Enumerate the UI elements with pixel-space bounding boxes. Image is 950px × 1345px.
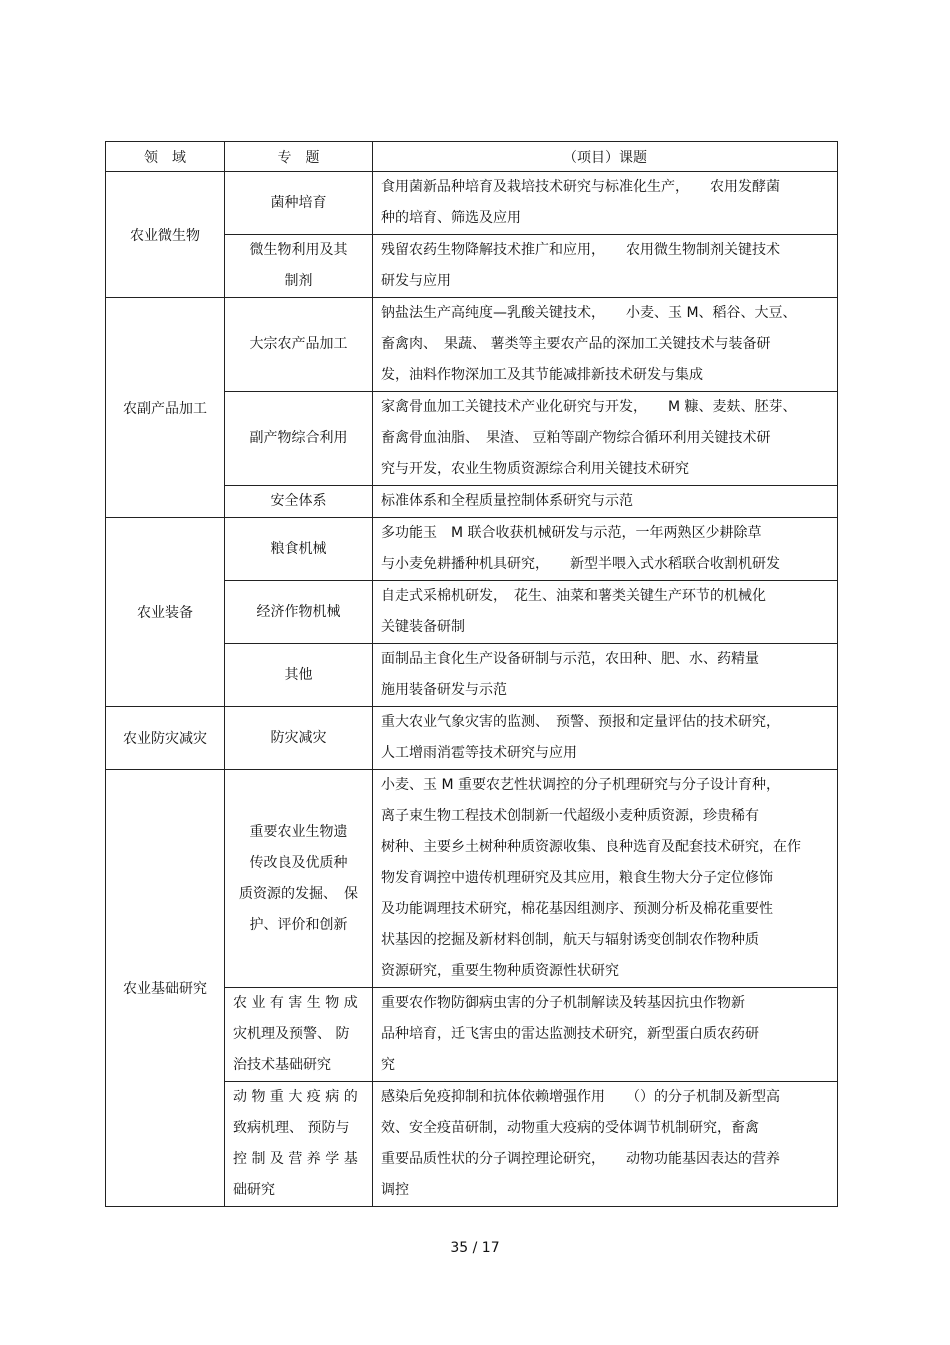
topic-line: 微生物利用及其 [249, 242, 348, 258]
topic-cell: 副产物综合利用 [225, 392, 373, 486]
project-line: 究 [381, 1057, 395, 1073]
project-cell [373, 988, 838, 1082]
topic-cell: 防灾减灾 [225, 707, 373, 770]
domain-cell: 农业防灾减灾 [106, 707, 225, 770]
project-line: 效、安全疫苗研制，动物重大疫病的受体调节机制研究，畜禽 [381, 1120, 759, 1136]
project-line: 状基因的挖掘及新材料创制，航天与辐射诱变创制农作物种质 [381, 932, 759, 948]
project-line: 重要农作物防御病虫害的分子机制解读及转基因抗虫作物新 [381, 995, 745, 1011]
header-domain: 领 域 [106, 142, 225, 172]
project-cell [373, 644, 838, 707]
project-cell [373, 486, 838, 518]
project-cell [373, 392, 838, 486]
topic-line: 础研究 [233, 1182, 275, 1198]
project-line: 关键装备研制 [381, 619, 465, 635]
project-line: 残留农药生物降解技术推广和应用， 农用微生物制剂关键技术 [381, 242, 780, 258]
project-cell [373, 298, 838, 392]
topic-cell: 其他 [225, 644, 373, 707]
domain-cell: 农副产品加工 [106, 298, 225, 518]
project-line: 多功能玉 M 联合收获机械研发与示范，一年两熟区少耕除草 [381, 525, 762, 541]
project-line: 家禽骨血加工关键技术产业化研究与开发， M 糠、麦麸、胚芽、 [381, 399, 797, 415]
project-line: 究与开发，农业生物质资源综合利用关键技术研究 [381, 461, 689, 477]
project-cell [373, 235, 838, 298]
table-row [106, 172, 838, 235]
table-row [106, 707, 838, 770]
project-line: 畜禽肉、 果蔬、 薯类等主要农产品的深加工关键技术与装备研 [381, 336, 771, 352]
project-line: 种的培育、筛选及应用 [381, 210, 521, 226]
table-header-row [106, 142, 838, 172]
project-line: 施用装备研发与示范 [381, 682, 507, 698]
topic-line: 制剂 [284, 273, 313, 289]
project-line: 发，油料作物深加工及其节能减排新技术研发与集成 [381, 367, 703, 383]
research-topics-table [105, 141, 838, 1207]
project-line: 人工增雨消雹等技术研究与应用 [381, 745, 577, 761]
topic-cell: 大宗农产品加工 [225, 298, 373, 392]
domain-cell: 农业基础研究 [106, 770, 225, 1207]
project-cell [373, 581, 838, 644]
topic-line: 灾机理及预警、 防 [233, 1026, 350, 1042]
table-row [106, 770, 838, 988]
project-line: 与小麦免耕播种机具研究， 新型半喂入式水稻联合收割机研发 [381, 556, 780, 572]
project-cell [373, 1082, 838, 1207]
topic-line: 质资源的发掘、 保 [239, 885, 358, 902]
project-line: 重要品质性状的分子调控理论研究， 动物功能基因表达的营养 [381, 1151, 780, 1167]
topic-cell [225, 770, 373, 988]
topic-cell: 经济作物机械 [225, 581, 373, 644]
project-line: 重大农业气象灾害的监测、 预警、预报和定量评估的技术研究， [381, 714, 780, 730]
project-line: 钠盐法生产高纯度—乳酸关键技术， 小麦、玉 M、稻谷、大豆、 [381, 305, 797, 321]
project-line: 树种、主要乡土树种种质资源收集、良种选育及配套技术研究，在作 [381, 839, 801, 855]
project-line: 资源研究，重要生物种质资源性状研究 [381, 963, 619, 979]
project-line: 标准体系和全程质量控制体系研究与示范 [381, 493, 633, 509]
table-row [106, 298, 838, 392]
project-line: 品种培育，迁飞害虫的雷达监测技术研究，新型蛋白质农药研 [381, 1026, 759, 1042]
topic-cell: 菌种培育 [225, 172, 373, 235]
topic-cell [225, 988, 373, 1082]
topic-cell: 安全体系 [225, 486, 373, 518]
project-line: 调控 [381, 1182, 409, 1198]
topic-line: 治技术基础研究 [233, 1057, 331, 1073]
topic-line: 重要农业生物遗 [249, 823, 348, 840]
header-project: （项目）课题 [373, 142, 838, 172]
project-line: 感染后免疫抑制和抗体依赖增强作用 （）的分子机制及新型高 [381, 1089, 780, 1105]
project-line: 及功能调理技术研究，棉花基因组测序、预测分析及棉花重要性 [381, 901, 773, 917]
project-line: 自走式采棉机研发， 花生、油菜和薯类关键生产环节的机械化 [381, 588, 766, 604]
topic-line: 控 制 及 营 养 学 基 [233, 1151, 358, 1167]
topic-line: 动 物 重 大 疫 病 的 [233, 1089, 358, 1105]
domain-cell: 农业装备 [106, 518, 225, 707]
project-cell [373, 770, 838, 988]
topic-cell [225, 235, 373, 298]
project-line: 离子束生物工程技术创制新一代超级小麦种质资源，珍贵稀有 [381, 808, 759, 824]
project-cell [373, 518, 838, 581]
project-cell [373, 172, 838, 235]
topic-cell: 粮食机械 [225, 518, 373, 581]
topic-line: 农 业 有 害 生 物 成 [233, 995, 358, 1011]
project-line: 物发育调控中遗传机理研究及其应用，粮食生物大分子定位修饰 [381, 870, 773, 886]
topic-line: 致病机理、 预防与 [233, 1120, 350, 1136]
project-line: 食用菌新品种培育及栽培技术研究与标准化生产， 农用发酵菌 [381, 179, 780, 195]
page-number: 35 / 17 [450, 1240, 500, 1256]
project-line: 畜禽骨血油脂、 果渣、 豆粕等副产物综合循环利用关键技术研 [381, 430, 771, 446]
topic-cell [225, 1082, 373, 1207]
header-topic: 专 题 [225, 142, 373, 172]
project-line: 小麦、玉 M 重要农艺性状调控的分子机理研究与分子设计育种， [381, 777, 780, 793]
topic-line: 护、评价和创新 [249, 916, 348, 933]
topic-line: 传改良及优质种 [249, 854, 348, 871]
project-line: 面制品主食化生产设备研制与示范，农田种、肥、水、药精量 [381, 651, 759, 667]
domain-cell: 农业微生物 [106, 172, 225, 298]
project-line: 研发与应用 [381, 273, 451, 289]
project-cell [373, 707, 838, 770]
table-row [106, 518, 838, 581]
